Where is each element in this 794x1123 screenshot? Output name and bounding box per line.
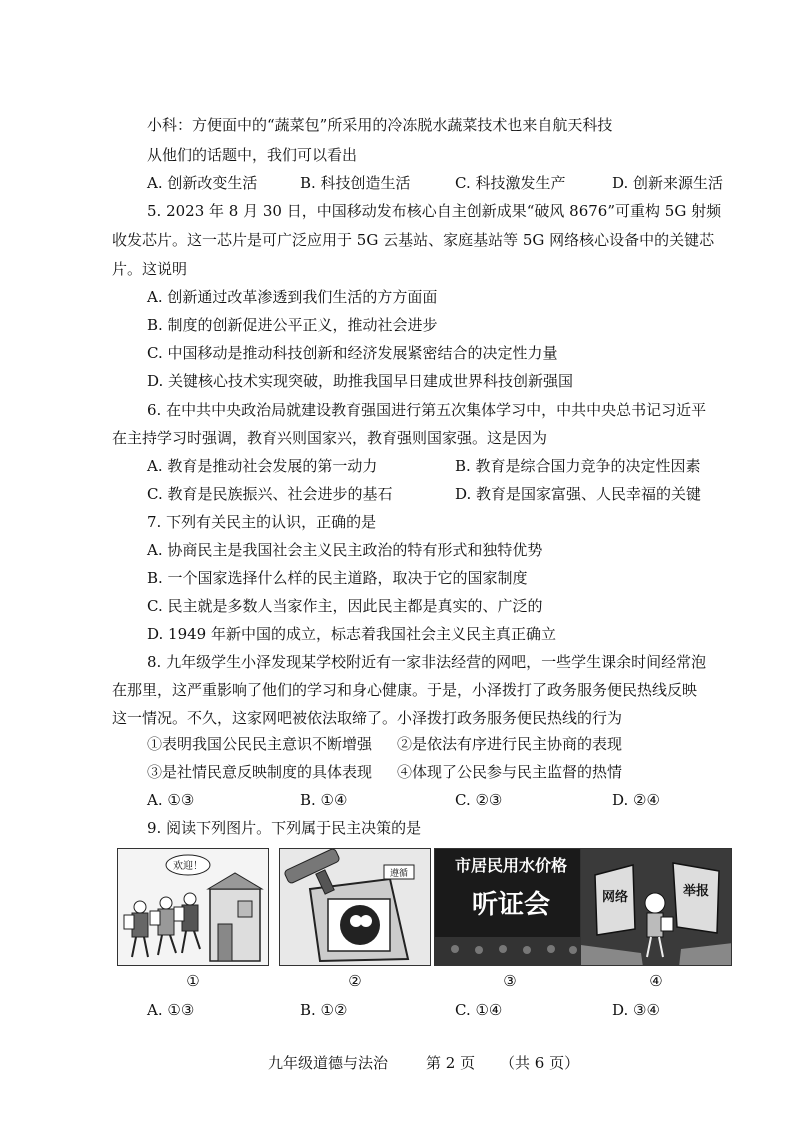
picture-1-label: 欢迎！ [173, 861, 203, 872]
q8-option-c: C. ②③ [455, 791, 503, 809]
q8-option-d: D. ②④ [612, 791, 660, 809]
q5-option-c: C. 中国移动是推动科技创新和经济发展紧密结合的决定性力量 [147, 344, 558, 362]
q8-option-a: A. ①③ [147, 791, 195, 809]
q7-option-d: D. 1949 年新中国的成立，标志着我国社会主义民主真正确立 [147, 625, 556, 643]
footer-subject: 九年级道德与法治 [268, 1054, 389, 1072]
q9-stem: 9. 阅读下列图片。下列属于民主决策的是 [147, 819, 422, 837]
q9-option-a: A. ①③ [147, 1001, 195, 1019]
q8-stem-line: 8. 九年级学生小泽发现某学校附近有一家非法经营的网吧，一些学生课余时间经常泡 [147, 653, 707, 671]
q8-stem-line: 这一情况。不久，这家网吧被依法取缔了。小泽拨打政务服务便民热线的行为 [112, 709, 623, 727]
q5-option-b: B. 制度的创新促进公平正义，推动社会进步 [147, 316, 438, 334]
q9-option-c: C. ①④ [455, 1001, 503, 1019]
text-line: 从他们的话题中，我们可以看出 [147, 146, 358, 164]
q6-option-c: C. 教育是民族振兴、社会进步的基石 [147, 485, 393, 503]
q6-option-b: B. 教育是综合国力竞争的决定性因素 [455, 457, 701, 475]
footer-page-number: 第 2 页 [426, 1054, 476, 1072]
picture-2-caption: ② [348, 972, 362, 990]
q7-stem: 7. 下列有关民主的认识，正确的是 [147, 513, 377, 531]
q4-option-c: C. 科技激发生产 [455, 174, 566, 192]
q7-option-b: B. 一个国家选择什么样的民主道路，取决于它的国家制度 [147, 569, 528, 587]
q8-statement-4: ④体现了公民参与民主监督的热情 [397, 763, 623, 781]
q7-option-a: A. 协商民主是我国社会主义民主政治的特有形式和独特优势 [147, 541, 543, 559]
picture-1-caption: ① [186, 972, 200, 990]
q8-statement-3: ③是社情民意反映制度的具体表现 [147, 763, 373, 781]
picture-2 [279, 848, 431, 966]
q4-option-d: D. 创新来源生活 [612, 174, 724, 192]
q4-option-a: A. 创新改变生活 [147, 174, 258, 192]
picture-3-title: 市居民用水价格 [454, 856, 568, 875]
q4-option-b: B. 科技创造生活 [300, 174, 411, 192]
q8-statement-1: ①表明我国公民民主意识不断增强 [147, 735, 373, 753]
q5-option-d: D. 关键核心技术实现突破，助推我国早日建成世界科技创新强国 [147, 372, 574, 390]
q9-option-b: B. ①② [300, 1001, 348, 1019]
q6-stem-line: 6. 在中共中央政治局就建设教育强国进行第五次集体学习中，中共中央总书记习近平 [147, 401, 707, 419]
picture-3 [434, 848, 586, 966]
q8-option-b: B. ①④ [300, 791, 348, 809]
picture-1 [117, 848, 269, 966]
q5-stem-line: 5. 2023 年 8 月 30 日，中国移动发布核心自主创新成果“破风 8676”可重构 5G 射频 [147, 202, 722, 220]
q9-option-d: D. ③④ [612, 1001, 660, 1019]
q5-stem-line: 片。这说明 [112, 260, 188, 278]
q7-option-c: C. 民主就是多数人当家作主，因此民主都是真实的、广泛的 [147, 597, 543, 615]
picture-4-left-label: 网络 [601, 890, 629, 905]
picture-4-caption: ④ [649, 972, 663, 990]
picture-3-subtitle: 听证会 [471, 890, 551, 920]
picture-4 [580, 848, 732, 966]
footer-page-total: （共 6 页） [500, 1054, 580, 1072]
q6-option-a: A. 教育是推动社会发展的第一动力 [147, 457, 378, 475]
q5-option-a: A. 创新通过改革渗透到我们生活的方方面面 [147, 288, 438, 306]
q6-option-d: D. 教育是国家富强、人民幸福的关键 [455, 485, 702, 503]
q8-statement-2: ②是依法有序进行民主协商的表现 [397, 735, 623, 753]
picture-2-label: 遵循 [389, 869, 409, 879]
q8-stem-line: 在那里，这严重影响了他们的学习和身心健康。于是，小泽拨打了政务服务便民热线反映 [112, 681, 698, 699]
picture-4-right-label: 举报 [682, 884, 710, 899]
text-line: 小科：方便面中的“蔬菜包”所采用的冷冻脱水蔬菜技术也来自航天科技 [147, 116, 613, 134]
picture-3-caption: ③ [503, 972, 517, 990]
q5-stem-line: 收发芯片。这一芯片是可广泛应用于 5G 云基站、家庭基站等 5G 网络核心设备中的关键芯 [112, 231, 715, 249]
q6-stem-line: 在主持学习时强调，教育兴则国家兴，教育强则国家强。这是因为 [112, 429, 548, 447]
